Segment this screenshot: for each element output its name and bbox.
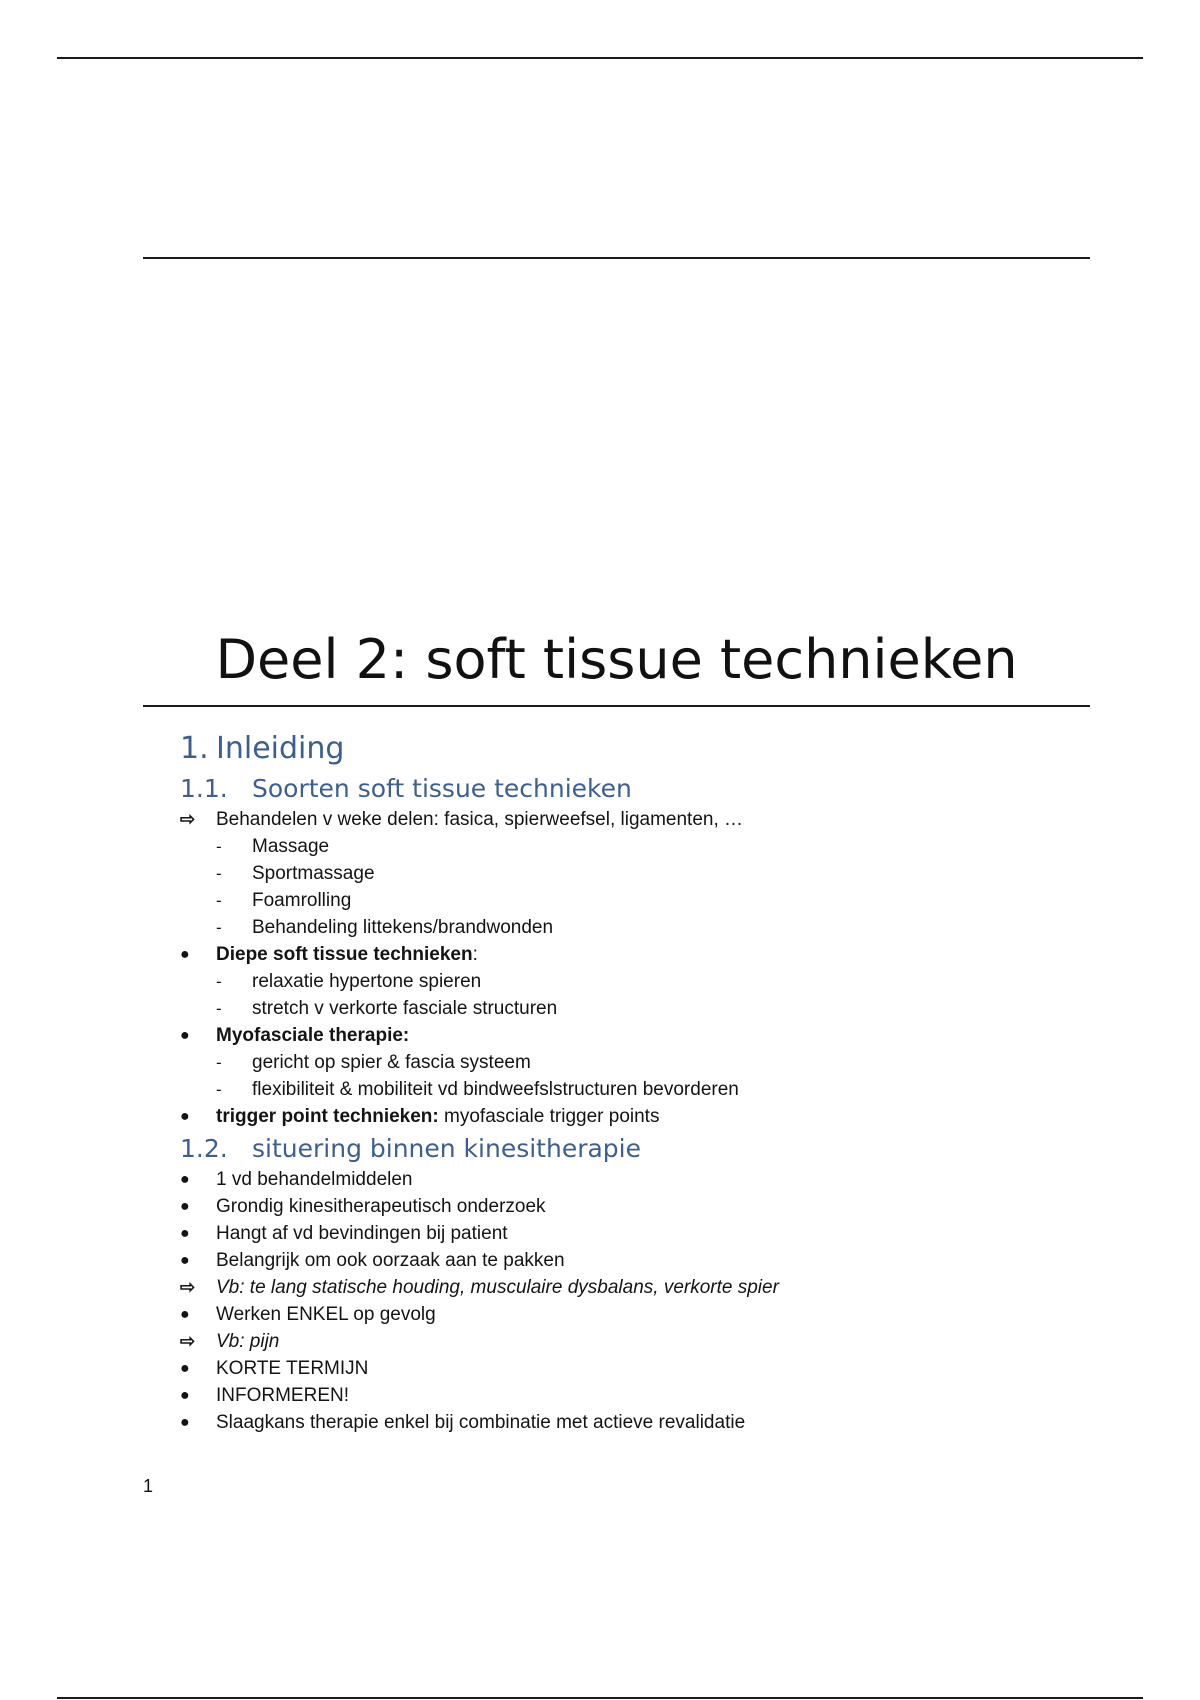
list-item-text: relaxatie hypertone spieren (252, 970, 482, 992)
list-item (180, 806, 1080, 833)
list-item-text: Vb: te lang statische houding, musculaire dysbalans, verkorte spier (216, 1276, 779, 1298)
list-item-label: Diepe soft tissue technieken (216, 943, 473, 965)
list-item (180, 1220, 1080, 1247)
right-arrow-icon: ⇨ (180, 1331, 196, 1351)
list-item-text: Foamrolling (252, 889, 352, 911)
dash-icon: - (216, 890, 222, 910)
list-item (180, 968, 1080, 995)
list-item-text: INFORMEREN! (216, 1384, 349, 1406)
list-item-text: Werken ENKEL op gevolg (216, 1303, 436, 1325)
dash-icon: - (216, 1079, 222, 1099)
bullet-icon: ● (180, 1197, 190, 1215)
header-rule-top (57, 57, 1143, 59)
bullet-icon: ● (180, 1251, 190, 1269)
heading-number: 1.1. (180, 773, 228, 803)
footer-rule (57, 1697, 1143, 1699)
bullet-icon: ● (180, 1026, 190, 1044)
heading-inleiding (180, 726, 1080, 770)
list-item-label: Myofasciale therapie: (216, 1024, 410, 1046)
list-item (180, 1355, 1080, 1382)
list-item-text: Grondig kinesitherapeutisch onderzoek (216, 1195, 546, 1217)
list-item (180, 1409, 1080, 1436)
list-item (180, 833, 1080, 860)
list-item-text: Vb: pijn (216, 1330, 280, 1352)
dash-icon: - (216, 863, 222, 883)
list-item-text: Slaagkans therapie enkel bij combinatie met actieve revalidatie (216, 1411, 746, 1433)
bullet-icon: ● (180, 1107, 190, 1125)
heading-text: Inleiding (216, 730, 345, 766)
bullet-icon: ● (180, 1413, 190, 1431)
list-item-text: Sportmassage (252, 862, 375, 884)
list-item (180, 941, 1080, 968)
bullet-icon: ● (180, 1386, 190, 1404)
list-item (180, 1103, 1080, 1130)
heading-situering (180, 1130, 1080, 1166)
list-item-text: 1 vd behandelmiddelen (216, 1168, 413, 1190)
list-item (180, 1076, 1080, 1103)
list-item (180, 1274, 1080, 1301)
list-item-text: Massage (252, 835, 330, 857)
list-item (180, 1382, 1080, 1409)
list-item (180, 914, 1080, 941)
list-item (180, 887, 1080, 914)
bullet-icon: ● (180, 1224, 190, 1242)
header-rule-inner (143, 257, 1090, 259)
dash-icon: - (216, 971, 222, 991)
list-item (180, 995, 1080, 1022)
list-item (180, 1049, 1080, 1076)
list-item (180, 1301, 1080, 1328)
heading-number: 1. (180, 730, 209, 766)
title-underline (143, 705, 1090, 707)
right-arrow-icon: ⇨ (180, 1277, 196, 1297)
bullet-icon: ● (180, 1170, 190, 1188)
bullet-icon: ● (180, 945, 190, 963)
list-item-suffix: : (472, 943, 478, 965)
list-item (180, 1328, 1080, 1355)
list-item-text: gericht op spier & fascia systeem (252, 1051, 531, 1073)
list-item-text: Behandeling littekens/brandwonden (252, 916, 554, 938)
list-item-text: Belangrijk om ook oorzaak aan te pakken (216, 1249, 565, 1271)
dash-icon: - (216, 998, 222, 1018)
list-item-text: myofasciale trigger points (438, 1105, 660, 1127)
heading-text: situering binnen kinesitherapie (252, 1133, 642, 1163)
list-item-text: KORTE TERMIJN (216, 1357, 369, 1379)
list-item-text: flexibiliteit & mobiliteit vd bindweefslstructuren bevorderen (252, 1078, 739, 1100)
list-item-label: trigger point technieken: (216, 1105, 439, 1127)
list-item-text: stretch v verkorte fasciale structuren (252, 997, 558, 1019)
list-item-text: Hangt af vd bevindingen bij patient (216, 1222, 508, 1244)
list-item-text: Behandelen v weke delen: fasica, spierweefsel, ligamenten, … (216, 808, 744, 830)
page-number: 1 (143, 1476, 154, 1496)
list-item (180, 1166, 1080, 1193)
heading-soorten (180, 770, 1080, 806)
heading-number: 1.2. (180, 1133, 228, 1163)
bullet-icon: ● (180, 1359, 190, 1377)
list-item (180, 1193, 1080, 1220)
list-item (180, 860, 1080, 887)
list-item (180, 1247, 1080, 1274)
document-title: Deel 2: soft tissue technieken (215, 628, 1018, 691)
document-body (180, 726, 1080, 1436)
bullet-icon: ● (180, 1305, 190, 1323)
heading-text: Soorten soft tissue technieken (252, 773, 632, 803)
right-arrow-icon: ⇨ (180, 809, 196, 829)
dash-icon: - (216, 1052, 222, 1072)
dash-icon: - (216, 917, 222, 937)
dash-icon: - (216, 836, 222, 856)
list-item (180, 1022, 1080, 1049)
